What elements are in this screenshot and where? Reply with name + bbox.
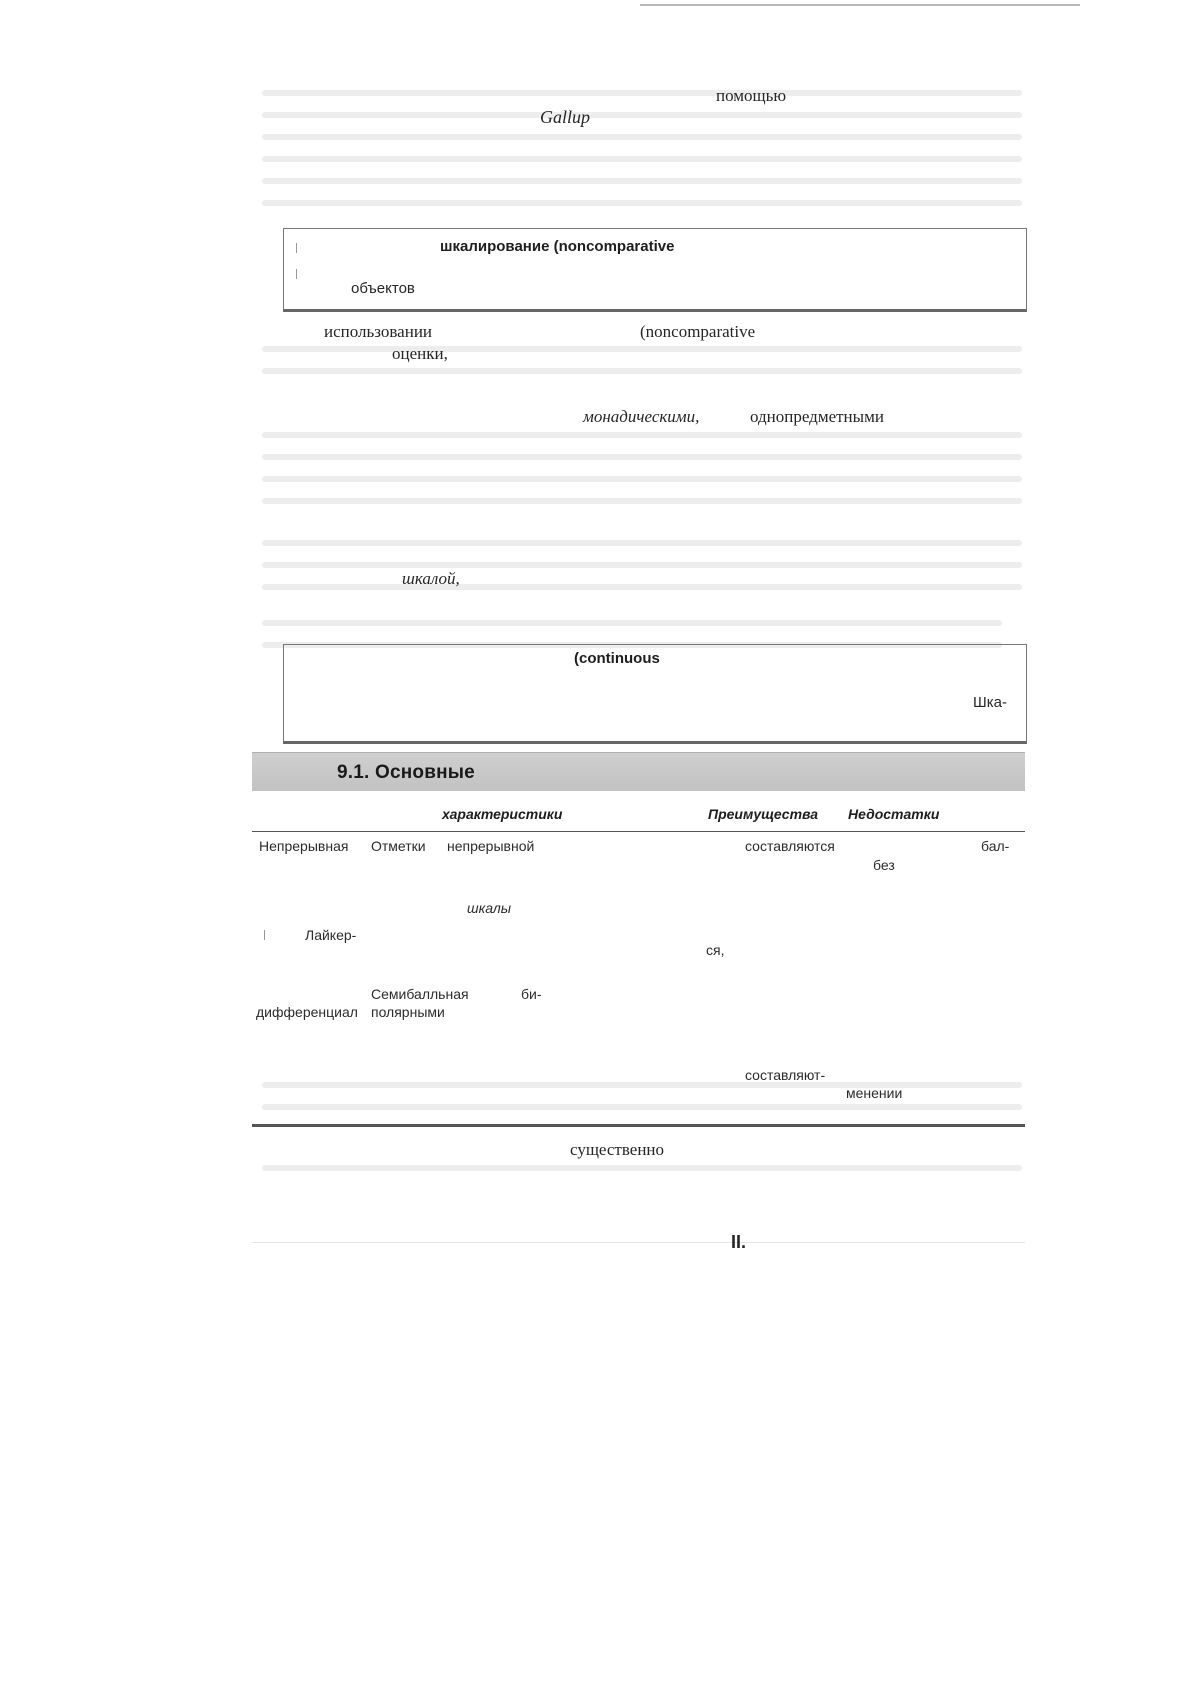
footer-rule: [252, 1242, 1025, 1243]
box-margin-mark: [296, 269, 297, 279]
table-bottom-rule: [252, 1124, 1025, 1127]
body-word-odnopredmetnymi: однопредметными: [750, 407, 884, 426]
definition-term-continuous: (continuous: [574, 650, 660, 667]
table-cell-row3-disadvantage: менении: [846, 1085, 903, 1101]
body-word-monadicheskimi: монадическими,: [583, 407, 700, 426]
table-cell-row3-advantage: составляют-: [745, 1067, 826, 1083]
table-cell-row1-disadvantage-2: без: [873, 857, 895, 873]
table-header-advantages: Преимущества: [708, 806, 819, 822]
intro-word-gallup: Gallup: [540, 107, 591, 127]
table-title: 9.1. Основные: [337, 762, 475, 783]
table-header-characteristics: характеристики: [442, 806, 563, 822]
table-margin-mark: [264, 930, 265, 940]
table-cell-row1-col2: непрерывной: [447, 838, 535, 854]
table-cell-row1-col1: Отметки: [371, 838, 426, 854]
body-word-noncomparative: (noncomparative: [640, 322, 756, 341]
intro-word-pomoshchyu: помощью: [716, 86, 787, 105]
definition-term-noncomparative: шкалирование (noncomparative: [440, 238, 675, 255]
table-cell-row2-name: Лайкер-: [305, 927, 357, 943]
table-cell-row1-advantage: составляются: [745, 838, 835, 854]
body-word-shkaloy: шкалой,: [402, 569, 460, 588]
table-cell-row3-col2: би-: [521, 986, 542, 1002]
table-cell-row3-name: дифференциал: [256, 1004, 358, 1020]
table-header-rule: [252, 831, 1025, 832]
table-cell-row3-col3: полярными: [371, 1004, 445, 1020]
body-word-ispolzovanii: использовании: [324, 322, 433, 341]
box-margin-mark: [296, 243, 297, 253]
body-word-otsenki: оценки,: [392, 344, 448, 363]
definition-word-shka: Шка-: [973, 694, 1007, 711]
definition-word-objects: объектов: [351, 280, 415, 297]
table-cell-row2-advantage: ся,: [706, 942, 725, 958]
table-cell-row3-col1: Семибалльная: [371, 986, 469, 1002]
table-header-disadvantages: Недостатки: [848, 806, 940, 822]
table-cell-row1-scale: шкалы: [467, 900, 512, 916]
footer-part-number: II.: [731, 1232, 747, 1252]
table-cell-row1-disadvantage: бал-: [981, 838, 1010, 854]
page-top-rule: [640, 4, 1080, 6]
table-cell-row1-name: Непрерывная: [259, 838, 349, 854]
body-word-sushchestvenno: существенно: [570, 1140, 665, 1159]
